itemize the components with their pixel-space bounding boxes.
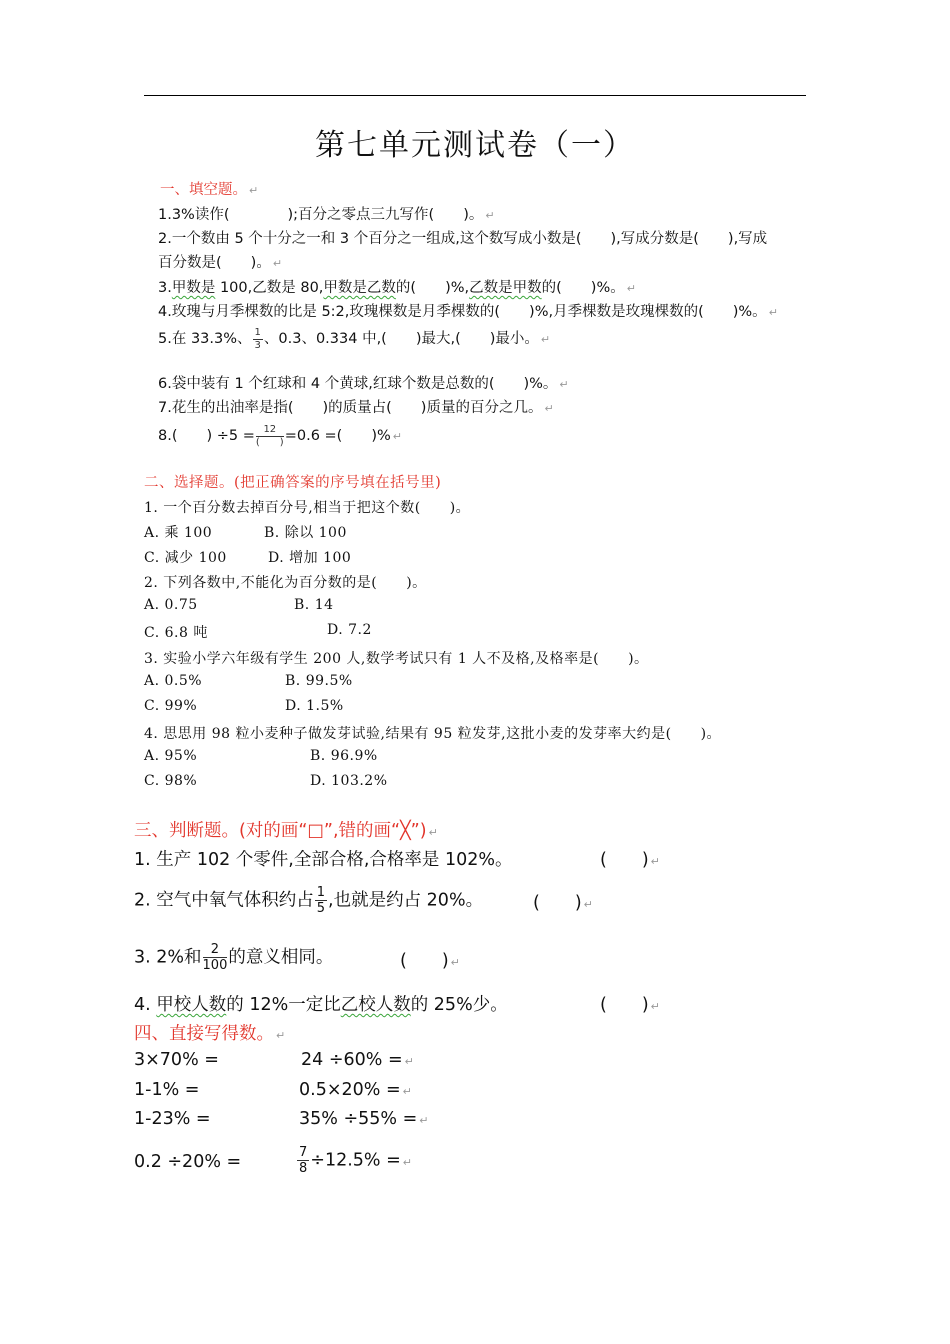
s4-r3-left: 1-23% = — [134, 1109, 211, 1129]
s2-q2-option-b: B. 14 — [294, 597, 334, 613]
section2-heading: 二、选择题。(把正确答案的序号填在括号里) — [144, 475, 442, 491]
s2-q2-option-c: C. 6.8 吨 — [144, 625, 208, 641]
return-mark: ↵ — [272, 257, 283, 270]
s3-q4-answer: ( ) ↵ — [600, 995, 660, 1015]
section3-heading: 三、判断题。(对的画“□”,错的画“╳”) ↵ — [134, 821, 438, 841]
return-mark: ↵ — [650, 855, 660, 868]
s3-q2: 2. 空气中氧气体积约占 $\frac{1}{5}$ ,也就是约占 20%。 — [134, 885, 484, 916]
s2-q2-option-d: D. 7.2 — [327, 622, 372, 638]
s2-q4-option-d: D. 103.2% — [310, 773, 388, 789]
s2-q1: 1. 一个百分数去掉百分号,相当于把这个数( )。 — [144, 500, 471, 516]
return-mark: ↵ — [485, 209, 495, 222]
return-mark: ↵ — [559, 378, 569, 391]
s2-q1-option-a: A. 乘 100 — [144, 525, 213, 541]
fraction: $\frac{1}{5}$ — [316, 885, 326, 916]
return-mark: ↵ — [404, 1055, 414, 1068]
return-mark: ↵ — [428, 826, 438, 839]
s1-q1: 1.3%读作( );百分之零点三九写作( )。 ↵ — [158, 207, 495, 223]
s2-q4-option-c: C. 98% — [144, 773, 198, 789]
header-rule — [144, 95, 806, 96]
s3-q3-answer: ( ) ↵ — [400, 951, 460, 971]
section4-heading: 四、直接写得数。 ↵ — [134, 1024, 286, 1044]
return-mark: ↵ — [402, 1155, 412, 1169]
s3-q1-answer: ( ) ↵ — [600, 850, 660, 870]
s2-q3-option-b: B. 99.5% — [285, 673, 353, 689]
s2-q2: 2. 下列各数中,不能化为百分数的是( )。 — [144, 575, 427, 591]
s1-q5: 5.在 33.3%、 $\frac{1}{3}$ 、0.3、0.334 中,( )最大,( )最小。 ↵ — [158, 326, 551, 351]
s1-q6: 6.袋中装有 1 个红球和 4 个黄球,红球个数是总数的( )%。 ↵ — [158, 376, 569, 392]
s1-q2-line2: 百分数是( )。 ↵ — [158, 255, 283, 271]
s2-q3: 3. 实验小学六年级有学生 200 人,数学考试只有 1 人不及格,及格率是( )。 — [144, 651, 649, 667]
s1-q4: 4.玫瑰与月季棵数的比是 5:2,玫瑰棵数是月季棵数的( )%,月季棵数是玫瑰棵数的( )%。 ↵ — [158, 304, 778, 320]
s3-q4: 4. 甲校人数的 12%一定比乙校人数的 25%少。 — [134, 995, 508, 1015]
s4-r1-right: 24 ÷60% = ↵ — [301, 1050, 414, 1070]
s1-q3: 3.甲数是 100,乙数是 80,甲数是乙数的( )%,乙数是甲数的( )%。 ↵ — [158, 280, 636, 296]
s4-r3-right: 35% ÷55% = ↵ — [299, 1109, 429, 1129]
s2-q3-option-c: C. 99% — [144, 698, 198, 714]
return-mark: ↵ — [392, 430, 402, 443]
s2-q4-option-b: B. 96.9% — [310, 748, 378, 764]
s2-q3-option-d: D. 1.5% — [285, 698, 344, 714]
return-mark: ↵ — [276, 1029, 286, 1042]
return-mark: ↵ — [626, 282, 636, 295]
return-mark: ↵ — [583, 898, 593, 911]
fraction: $\frac{2}{100}$ — [202, 942, 228, 973]
return-mark: ↵ — [419, 1114, 429, 1127]
fraction: $\frac{7}{8}$ — [299, 1145, 308, 1176]
s2-q3-option-a: A. 0.5% — [144, 673, 203, 689]
fraction: $\frac{1}{3}$ — [254, 326, 261, 351]
fraction: $\frac{12}{( )}$ — [255, 423, 284, 448]
s1-q2-line1: 2.一个数由 5 个十分之一和 3 个百分之一组成,这个数写成小数是( ),写成分数是( ),写成 — [158, 231, 768, 247]
return-mark: ↵ — [540, 333, 551, 346]
s4-r4-left: 0.2 ÷20% = — [134, 1152, 242, 1172]
s3-q2-answer: ( ) ↵ — [533, 893, 593, 913]
return-mark: ↵ — [450, 956, 460, 969]
s2-q4-option-a: A. 95% — [144, 748, 198, 764]
s1-q8: 8.( ) ÷5 = $\frac{12}{( )}$ =0.6 =( )% ↵ — [158, 423, 402, 448]
s4-r2-left: 1-1% = — [134, 1080, 200, 1100]
s4-r1-left: 3×70% = — [134, 1050, 219, 1070]
s1-q7: 7.花生的出油率是指( )的质量占( )质量的百分之几。 ↵ — [158, 400, 554, 416]
s2-q4: 4. 思思用 98 粒小麦种子做发芽试验,结果有 95 粒发芽,这批小麦的发芽率大约是( )。 — [144, 726, 722, 742]
s2-q1-option-b: B. 除以 100 — [264, 525, 347, 541]
return-mark: ↵ — [768, 306, 778, 319]
s3-q1: 1. 生产 102 个零件,全部合格,合格率是 102%。 — [134, 850, 513, 870]
s4-r2-right: 0.5×20% = ↵ — [299, 1080, 412, 1100]
page-title: 第七单元测试卷（一） — [315, 128, 635, 163]
return-mark: ↵ — [249, 184, 259, 197]
s2-q1-option-c: C. 减少 100 — [144, 550, 227, 566]
section1-heading: 一、填空题。 ↵ — [160, 182, 259, 198]
s2-q2-option-a: A. 0.75 — [144, 597, 198, 613]
s2-q1-option-d: D. 增加 100 — [268, 550, 352, 566]
s4-r4-right: $\frac{7}{8}$ ÷12.5% = ↵ — [299, 1145, 412, 1176]
s3-q3: 3. 2%和 $\frac{2}{100}$ 的意义相同。 — [134, 942, 334, 973]
return-mark: ↵ — [402, 1085, 412, 1098]
return-mark: ↵ — [650, 1000, 660, 1013]
return-mark: ↵ — [544, 402, 554, 415]
